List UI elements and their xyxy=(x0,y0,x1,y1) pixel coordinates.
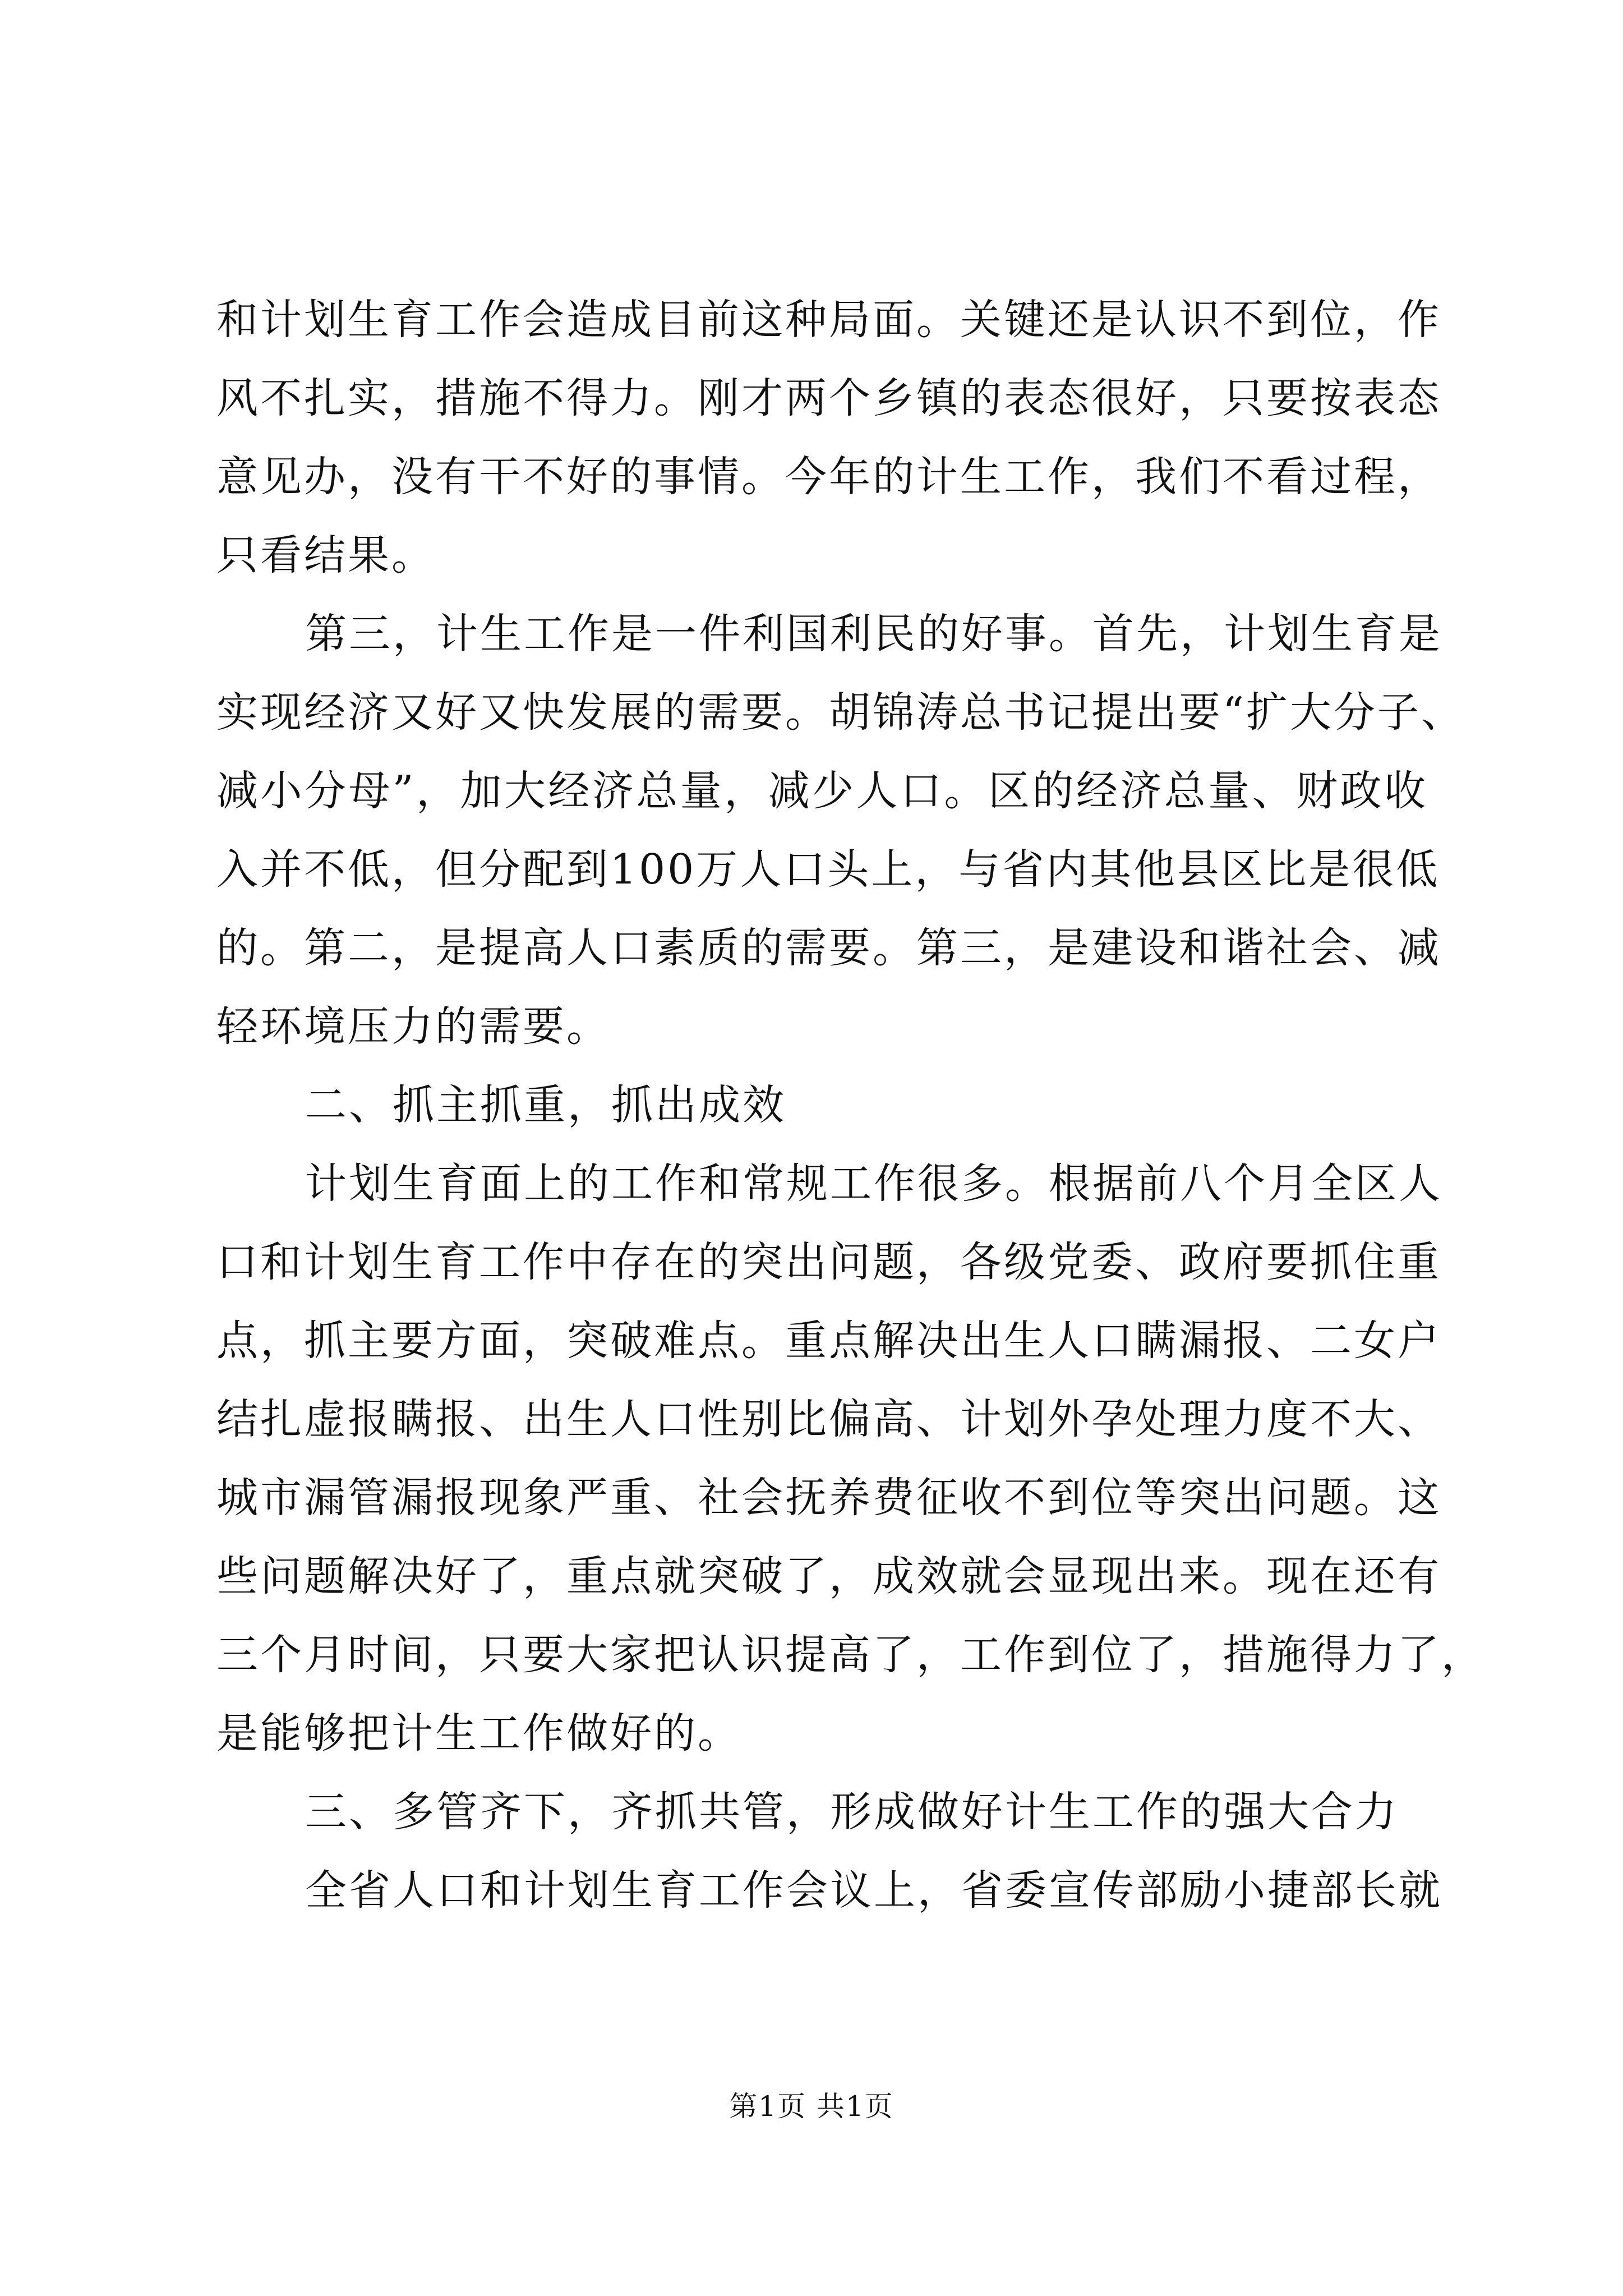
text-line: 城市漏管漏报现象严重、社会抚养费征收不到位等突出问题。这 xyxy=(216,1474,1441,1522)
text-line: 风不扎实，措施不得力。刚才两个乡镇的表态很好，只要按表态 xyxy=(216,374,1441,422)
paragraph-first-line: 第三，计生工作是一件利国利民的好事。首先，计划生育是 xyxy=(305,610,1442,658)
text-line: 轻环境压力的需要。 xyxy=(216,1002,610,1051)
text-line: 些问题解决好了，重点就突破了，成效就会显现出来。现在还有 xyxy=(216,1552,1441,1600)
text-line: 和计划生育工作会造成目前这种局面。关键还是认识不到位，作 xyxy=(216,296,1441,344)
text-line: 只看结果。 xyxy=(216,531,435,579)
text-line: 是能够把计生工作做好的。 xyxy=(216,1709,741,1757)
page-footer: 第1页 共1页 xyxy=(729,2090,894,2123)
text-line: 实现经济又好又快发展的需要。胡锦涛总书记提出要“扩大分子、 xyxy=(216,688,1465,737)
paragraph-first-line: 全省人口和计划生育工作会议上，省委宣传部励小捷部长就 xyxy=(305,1866,1442,1915)
paragraph-first-line: 计划生育面上的工作和常规工作很多。根据前八个月全区人 xyxy=(305,1159,1442,1208)
text-line: 减小分母”，加大经济总量，减少人口。区的经济总量、财政收 xyxy=(216,767,1428,815)
section-heading: 二、抓主抓重，抓出成效 xyxy=(305,1081,786,1129)
text-line: 的。第二，是提高人口素质的需要。第三，是建设和谐社会、减 xyxy=(216,924,1441,972)
text-line: 口和计划生育工作中存在的突出问题，各级党委、政府要抓住重 xyxy=(216,1238,1441,1286)
text-line: 入并不低，但分配到100万人口头上，与省内其他县区比是很低 xyxy=(216,845,1440,894)
text-line: 意见办，没有干不好的事情。今年的计生工作，我们不看过程， xyxy=(216,453,1441,501)
text-line: 三个月时间，只要大家把认识提高了，工作到位了，措施得力了， xyxy=(216,1631,1485,1679)
text-line: 点，抓主要方面，突破难点。重点解决出生人口瞒漏报、二女户 xyxy=(216,1317,1441,1365)
section-heading: 三、多管齐下，齐抓共管，形成做好计生工作的强大合力 xyxy=(305,1788,1399,1836)
text-line: 结扎虚报瞒报、出生人口性别比偏高、计划外孕处理力度不大、 xyxy=(216,1395,1441,1443)
